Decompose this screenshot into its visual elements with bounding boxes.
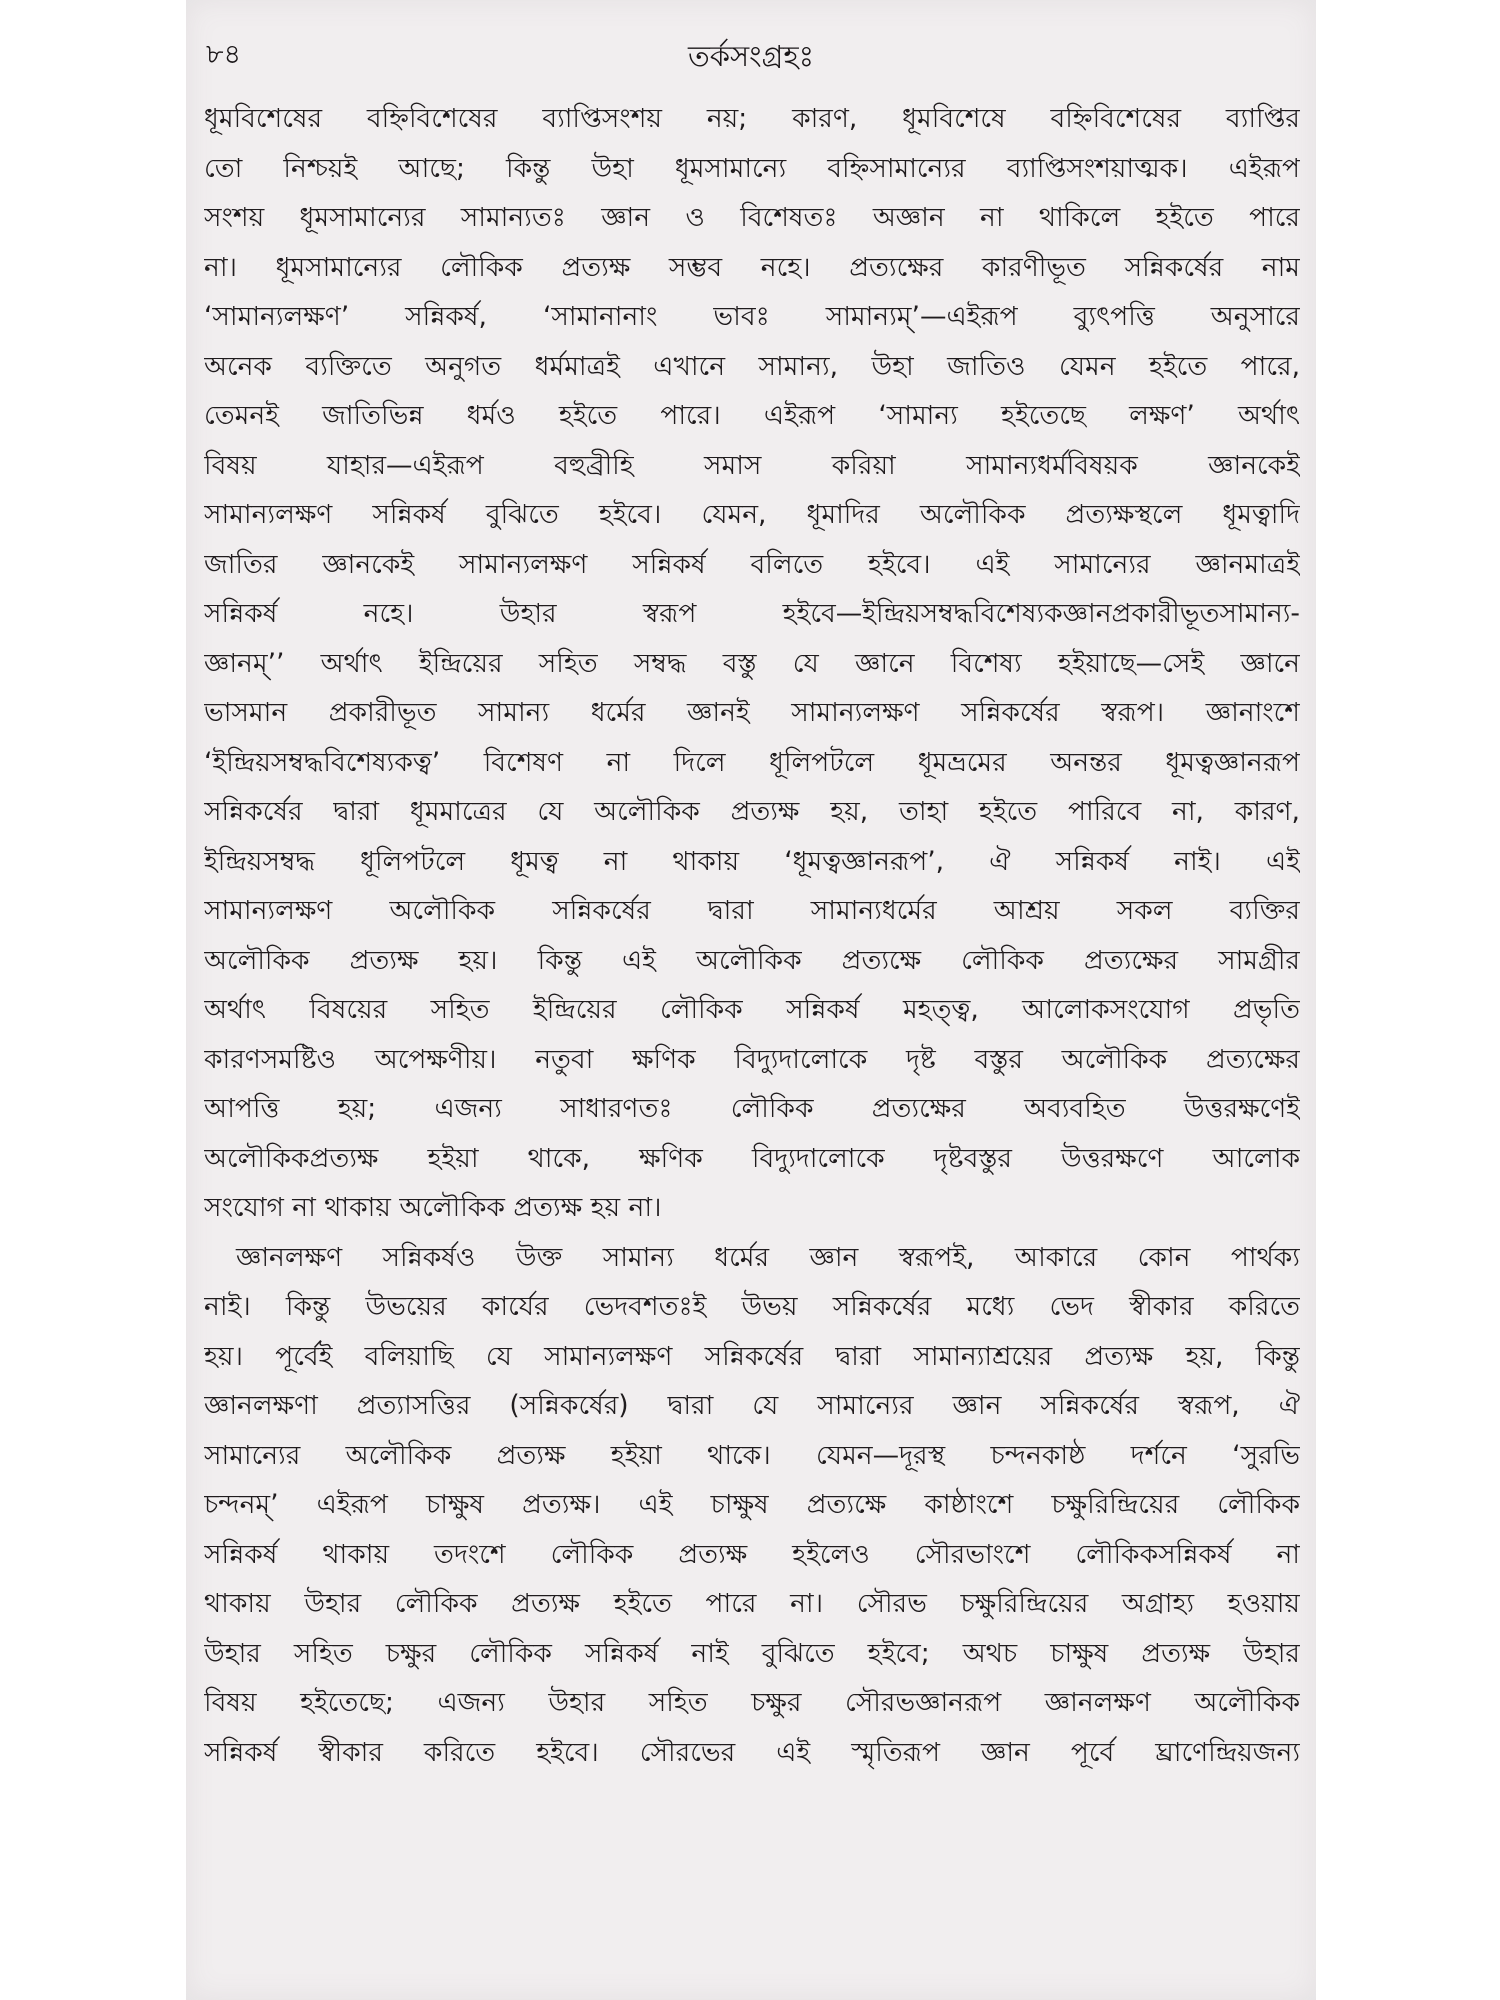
- text-line: সন্নিকর্ষ স্বীকার করিতে হইবে। সৌরভের এই স্মৃতিরূপ জ্ঞান পূর্বে ঘ্রাণেন্দ্রিয়জন্য: [204, 1736, 1300, 1768]
- text-line: জ্ঞানলক্ষণা প্রত্যাসত্তির (সন্নিকর্ষের) দ্বারা যে সামান্যের জ্ঞান সন্নিকর্ষের স্বরূপ, ঐ: [204, 1390, 1300, 1421]
- text-line: তেমনই জাতিভিন্ন ধর্মও হইতে পারে। এইরূপ ‘সামান্য হইতেছে লক্ষণ’ অর্থাৎ: [204, 400, 1300, 431]
- text-line: জ্ঞানলক্ষণ সন্নিকর্ষও উক্ত সামান্য ধর্মের জ্ঞান স্বরূপই, আকারে কোন পার্থক্য: [236, 1241, 1300, 1273]
- text-line: সামান্যলক্ষণ অলৌকিক সন্নিকর্ষের দ্বারা সামান্যধর্মের আশ্রয় সকল ব্যক্তির: [204, 895, 1300, 926]
- text-line: সংশয় ধূমসামান্যের সামান্যতঃ জ্ঞান ও বিশেষতঃ অজ্ঞান না থাকিলে হইতে পারে: [204, 202, 1300, 233]
- text-line: সন্নিকর্ষ নহে। উহার স্বরূপ হইবে—ইন্দ্রিয়সম্বদ্ধবিশেষ্যকজ্ঞানপ্রকারীভূতসামান্য-: [204, 598, 1300, 629]
- text-line: বিষয় হইতেছে; এজন্য উহার সহিত চক্ষুর সৌরভজ্ঞানরূপ জ্ঞানলক্ষণ অলৌকিক: [204, 1687, 1300, 1718]
- text-line: অলৌকিকপ্রত্যক্ষ হইয়া থাকে, ক্ষণিক বিদ্যুদালোকে দৃষ্টবস্তুর উত্তরক্ষণে আলোক: [204, 1142, 1300, 1174]
- running-title: তর্কসংগ্রহঃ: [687, 39, 815, 73]
- text-line: নাই। কিন্তু উভয়ের কার্যের ভেদবশতঃই উভয় সন্নিকর্ষের মধ্যে ভেদ স্বীকার করিতে: [204, 1291, 1300, 1322]
- text-line: অর্থাৎ বিষয়ের সহিত ইন্দ্রিয়ের লৌকিক সন্নিকর্ষ মহত্ত্ব, আলোকসংযোগ প্রভৃতি: [204, 994, 1300, 1025]
- text-line: ‘সামান্যলক্ষণ’ সন্নিকর্ষ, ‘সামানানাং ভাবঃ সামান্যম্’—এইরূপ ব্যুৎপত্তি অনুসারে: [204, 301, 1300, 332]
- text-line: তো নিশ্চয়ই আছে; কিন্তু উহা ধূমসামান্যে বহ্নিসামান্যের ব্যাপ্তিসংশয়াত্মক। এইরূপ: [204, 152, 1300, 184]
- text-line: অলৌকিক প্রত্যক্ষ হয়। কিন্তু এই অলৌকিক প্রত্যক্ষে লৌকিক প্রত্যক্ষের সামগ্রীর: [204, 944, 1300, 976]
- text-line: চন্দনম্’ এইরূপ চাক্ষুষ প্রত্যক্ষ। এই চাক্ষুষ প্রত্যক্ষে কাষ্ঠাংশে চক্ষুরিন্দ্রিয়ের লৌকিক: [204, 1489, 1300, 1520]
- body-text: [204, 94, 1300, 1777]
- text-line: আপত্তি হয়; এজন্য সাধারণতঃ লৌকিক প্রত্যক্ষের অব্যবহিত উত্তরক্ষণেই: [204, 1093, 1300, 1124]
- text-line: অনেক ব্যক্তিতে অনুগত ধর্মমাত্রই এখানে সামান্য, উহা জাতিও যেমন হইতে পারে,: [204, 350, 1300, 382]
- text-line: সামান্যের অলৌকিক প্রত্যক্ষ হইয়া থাকে। যেমন—দূরস্থ চন্দনকাষ্ঠ দর্শনে ‘সুরভি: [204, 1439, 1300, 1471]
- text-line: হয়। পূর্বেই বলিয়াছি যে সামান্যলক্ষণ সন্নিকর্ষের দ্বারা সামান্যাশ্রয়ের প্রত্যক্ষ হয়, কিন্তু: [204, 1340, 1300, 1372]
- text-line: জাতির জ্ঞানকেই সামান্যলক্ষণ সন্নিকর্ষ বলিতে হইবে। এই সামান্যের জ্ঞানমাত্রই: [204, 548, 1300, 580]
- text-line: কারণসমষ্টিও অপেক্ষণীয়। নতুবা ক্ষণিক বিদ্যুদালোকে দৃষ্ট বস্তুর অলৌকিক প্রত্যক্ষের: [204, 1043, 1300, 1075]
- text-line: না। ধূমসামান্যের লৌকিক প্রত্যক্ষ সম্ভব নহে। প্রত্যক্ষের কারণীভূত সন্নিকর্ষের নাম: [204, 251, 1300, 283]
- text-line: ধূমবিশেষের বহ্নিবিশেষের ব্যাপ্তিসংশয় নয়; কারণ, ধূমবিশেষে বহ্নিবিশেষের ব্যাপ্তির: [204, 103, 1300, 134]
- book-page: [186, 0, 1316, 2000]
- text-line: সন্নিকর্ষ থাকায় তদংশে লৌকিক প্রত্যক্ষ হইলেও সৌরভাংশে লৌকিকসন্নিকর্ষ না: [204, 1538, 1300, 1570]
- text-line: থাকায় উহার লৌকিক প্রত্যক্ষ হইতে পারে না। সৌরভ চক্ষুরিন্দ্রিয়ের অগ্রাহ্য হওয়ায়: [204, 1588, 1300, 1619]
- text-line: জ্ঞানম্’’ অর্থাৎ ইন্দ্রিয়ের সহিত সম্বদ্ধ বস্তু যে জ্ঞানে বিশেষ্য হইয়াছে—সেই জ্ঞানে: [204, 647, 1300, 679]
- text-line: ইন্দ্রিয়সম্বদ্ধ ধূলিপটলে ধূমত্ব না থাকায় ‘ধূমত্বজ্ঞানরূপ’, ঐ সন্নিকর্ষ নাই। এই: [204, 845, 1300, 877]
- text-line: সামান্যলক্ষণ সন্নিকর্ষ বুঝিতে হইবে। যেমন, ধূমাদির অলৌকিক প্রত্যক্ষস্থলে ধূমত্বাদি: [204, 499, 1300, 530]
- text-line: সন্নিকর্ষের দ্বারা ধূমমাত্রের যে অলৌকিক প্রত্যক্ষ হয়, তাহা হইতে পারিবে না, কারণ,: [204, 796, 1300, 827]
- text-line: বিষয় যাহার—এইরূপ বহুব্রীহি সমাস করিয়া সামান্যধর্মবিষয়ক জ্ঞানকেই: [204, 449, 1300, 481]
- page-number: ৮৪: [206, 39, 242, 70]
- text-line: উহার সহিত চক্ষুর লৌকিক সন্নিকর্ষ নাই বুঝিতে হইবে; অথচ চাক্ষুষ প্রত্যক্ষ উহার: [204, 1637, 1300, 1669]
- text-line: ‘ইন্দ্রিয়সম্বদ্ধবিশেষ্যকত্ব’ বিশেষণ না দিলে ধূলিপটলে ধূমভ্রমের অনন্তর ধূমত্বজ্ঞানরূপ: [204, 746, 1300, 778]
- text-line: ভাসমান প্রকারীভূত সামান্য ধর্মের জ্ঞানই সামান্যলক্ষণ সন্নিকর্ষের স্বরূপ। জ্ঞানাংশে: [204, 697, 1300, 728]
- text-line: সংযোগ না থাকায় অলৌকিক প্রত্যক্ষ হয় না।: [204, 1192, 662, 1223]
